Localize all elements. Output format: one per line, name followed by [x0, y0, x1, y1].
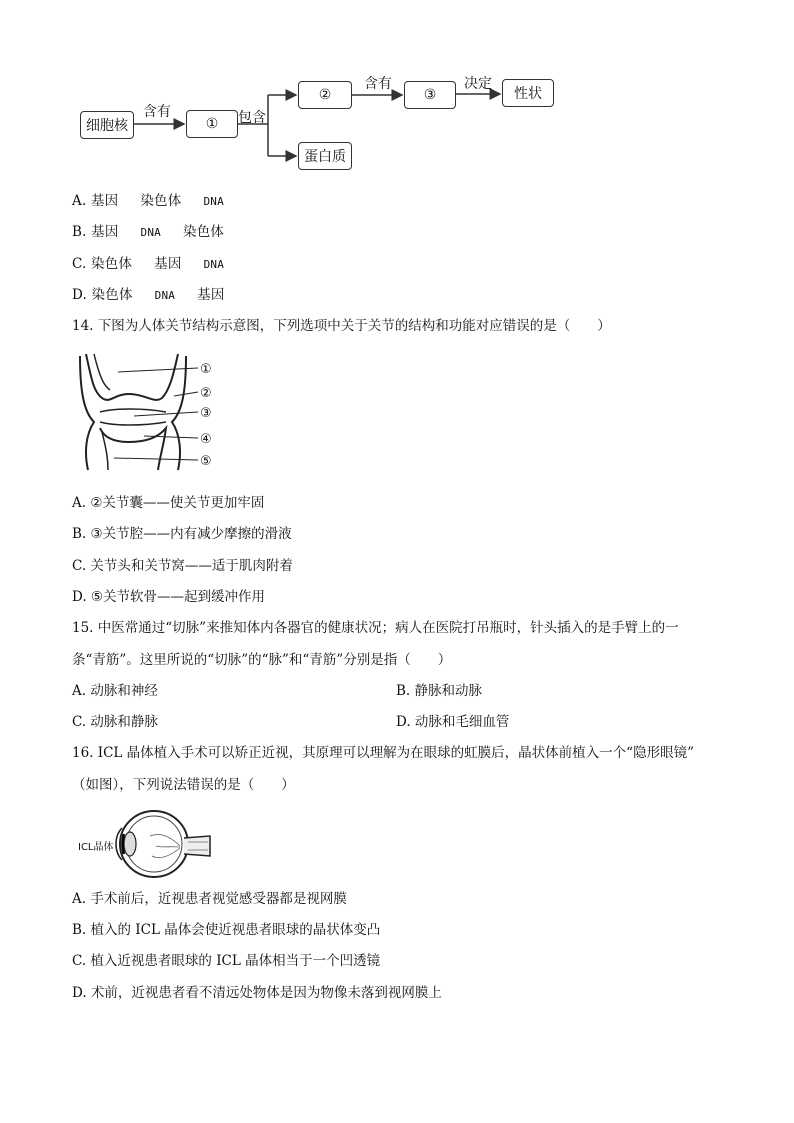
joint-label-2: ② — [200, 386, 212, 401]
q13-option-b: B. 基因 DNA 染色体 — [72, 224, 225, 240]
icl-label: ICL晶体 — [78, 842, 114, 853]
q14-option-a: A. ②关节囊——使关节更加牢固 — [72, 495, 265, 511]
node-nucleus: 细胞核 — [80, 111, 134, 139]
node-trait: 性状 — [502, 79, 554, 107]
q16-stem-line-1: 16. ICL 晶体植入手术可以矫正近视，其原理可以理解为在眼球的虹膜后，晶状体前植入一个“隐形眼镜” — [72, 745, 694, 761]
node-2: ② — [298, 81, 352, 109]
q13-option-a: A. 基因 染色体 DNA — [72, 193, 224, 209]
q13-option-c: C. 染色体 基因 DNA — [72, 256, 225, 272]
edge-label-determines: 决定 — [464, 76, 492, 92]
q15-option-d: D. 动脉和毛细血管 — [396, 714, 510, 730]
q16-option-c: C. 植入近视患者眼球的 ICL 晶体相当于一个凹透镜 — [72, 953, 381, 969]
joint-label-4: ④ — [200, 432, 212, 447]
q14-option-d: D. ⑤关节软骨——起到缓冲作用 — [72, 589, 266, 605]
q14-stem: 14. 下图为人体关节结构示意图，下列选项中关于关节的结构和功能对应错误的是（ ） — [72, 318, 611, 334]
q16-option-a: A. 手术前后，近视患者视觉感受器都是视网膜 — [72, 891, 347, 907]
node-1: ① — [186, 110, 238, 138]
q16-option-d: D. 术前，近视患者看不清远处物体是因为物像未落到视网膜上 — [72, 985, 442, 1001]
node-3: ③ — [404, 81, 456, 109]
joint-label-3: ③ — [200, 406, 212, 421]
edge-label-contains-1: 含有 — [143, 104, 171, 120]
node-protein: 蛋白质 — [298, 142, 352, 170]
joint-label-5: ⑤ — [200, 454, 212, 469]
joint-label-1: ① — [200, 362, 212, 377]
q14-option-b: B. ③关节腔——内有减少摩擦的滑液 — [72, 526, 292, 542]
q15-stem-line-1: 15. 中医常通过“切脉”来推知体内各器官的健康状况；病人在医院打吊瓶时，针头插入的是手臂上的一 — [72, 620, 679, 636]
q16-option-b: B. 植入的 ICL 晶体会使近视患者眼球的晶状体变凸 — [72, 922, 381, 938]
q15-option-c: C. 动脉和静脉 — [72, 714, 158, 730]
edge-label-contains-2: 含有 — [364, 76, 392, 92]
q14-option-c: C. 关节头和关节窝——适于肌肉附着 — [72, 558, 293, 574]
q15-stem-line-2: 条“青筋”。这里所说的“切脉”的“脉”和“青筋”分别是指（ ） — [72, 652, 452, 668]
q15-option-a: A. 动脉和神经 — [72, 683, 158, 699]
q16-stem-line-2: （如图），下列说法错误的是（ ） — [72, 777, 295, 793]
q13-option-d: D. 染色体 DNA 基因 — [72, 287, 225, 303]
edge-label-includes: 包含 — [238, 110, 266, 126]
q15-option-b: B. 静脉和动脉 — [396, 683, 483, 699]
flowchart-arrows — [0, 0, 794, 180]
eye-diagram — [110, 806, 214, 882]
